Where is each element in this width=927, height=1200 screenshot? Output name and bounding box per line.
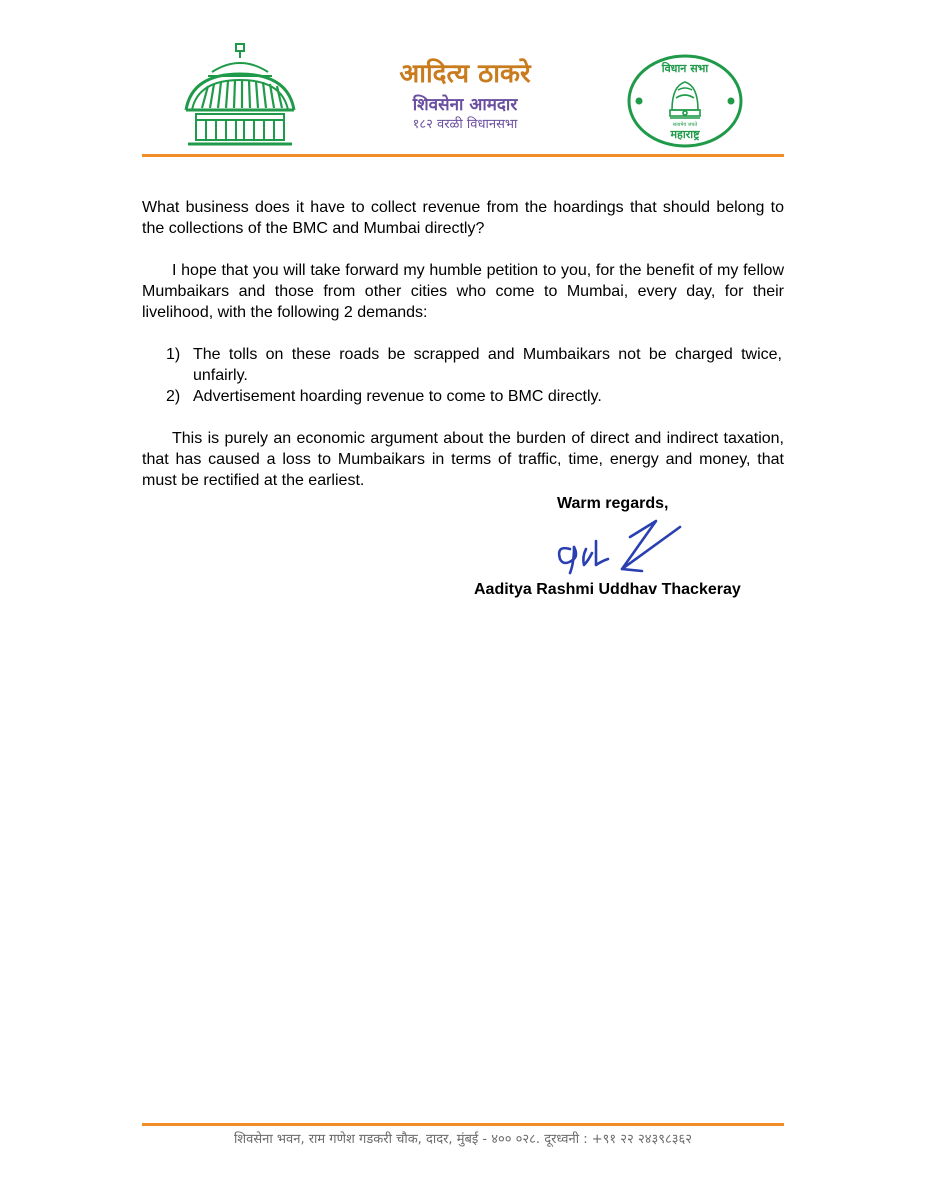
signatory-name: Aaditya Rashmi Uddhav Thackeray — [474, 581, 741, 598]
list-item-text: The tolls on these roads be scrapped and Mumbaikars not be charged twice, unfairly. — [193, 346, 782, 384]
salutation: Warm regards, — [557, 495, 669, 512]
paragraph-economic-argument: This is purely an economic argument about the burden of direct and indirect taxation, that has caused a loss to Mumbaikars in terms of traffic, time, energy and money, that must be rectified at the earliest. — [142, 430, 784, 489]
footer-divider — [142, 1123, 784, 1126]
seal-bottom-text: महाराष्ट्र — [670, 128, 700, 141]
letter-body — [142, 197, 784, 512]
handwritten-signature — [538, 515, 688, 585]
paragraph-hoardings-question: What business does it have to collect revenue from the hoardings that should belong to the collections of the BMC and Mumbai directly? — [142, 199, 784, 237]
constituency: १८२ वरळी विधानसभा — [412, 117, 518, 132]
list-item-number: 1) — [166, 346, 181, 363]
maharashtra-vidhan-sabha-seal-icon — [626, 52, 744, 150]
mla-name: आदित्य ठाकरे — [399, 59, 531, 89]
letterhead-title-block — [320, 58, 610, 134]
header-divider — [142, 154, 784, 157]
letterhead — [0, 0, 927, 160]
paragraph-petition: I hope that you will take forward my humble petition to you, for the benefit of my fellow Mumbaikars and those from other cities who come to Mumbai, every day, for their livelihood, with the following 2 demands: — [142, 262, 784, 321]
list-item-text: Advertisement hoarding revenue to come to BMC directly. — [193, 388, 602, 405]
demands-list — [142, 344, 784, 407]
vidhan-bhavan-building-icon — [178, 40, 302, 148]
list-item-number: 2) — [166, 388, 181, 405]
list-item — [142, 386, 784, 407]
mla-role: शिवसेना आमदार — [412, 95, 518, 115]
seal-top-text: विधान सभा — [661, 62, 709, 75]
list-item — [142, 344, 784, 386]
footer-address: शिवसेना भवन, राम गणेश गडकरी चौक, दादर, मुंबई - ४०० ०२८. दूरध्वनी : +९१ २२ २४३९८३६२ — [233, 1132, 693, 1147]
seal-motto: सत्यमेव जयते — [672, 122, 698, 128]
